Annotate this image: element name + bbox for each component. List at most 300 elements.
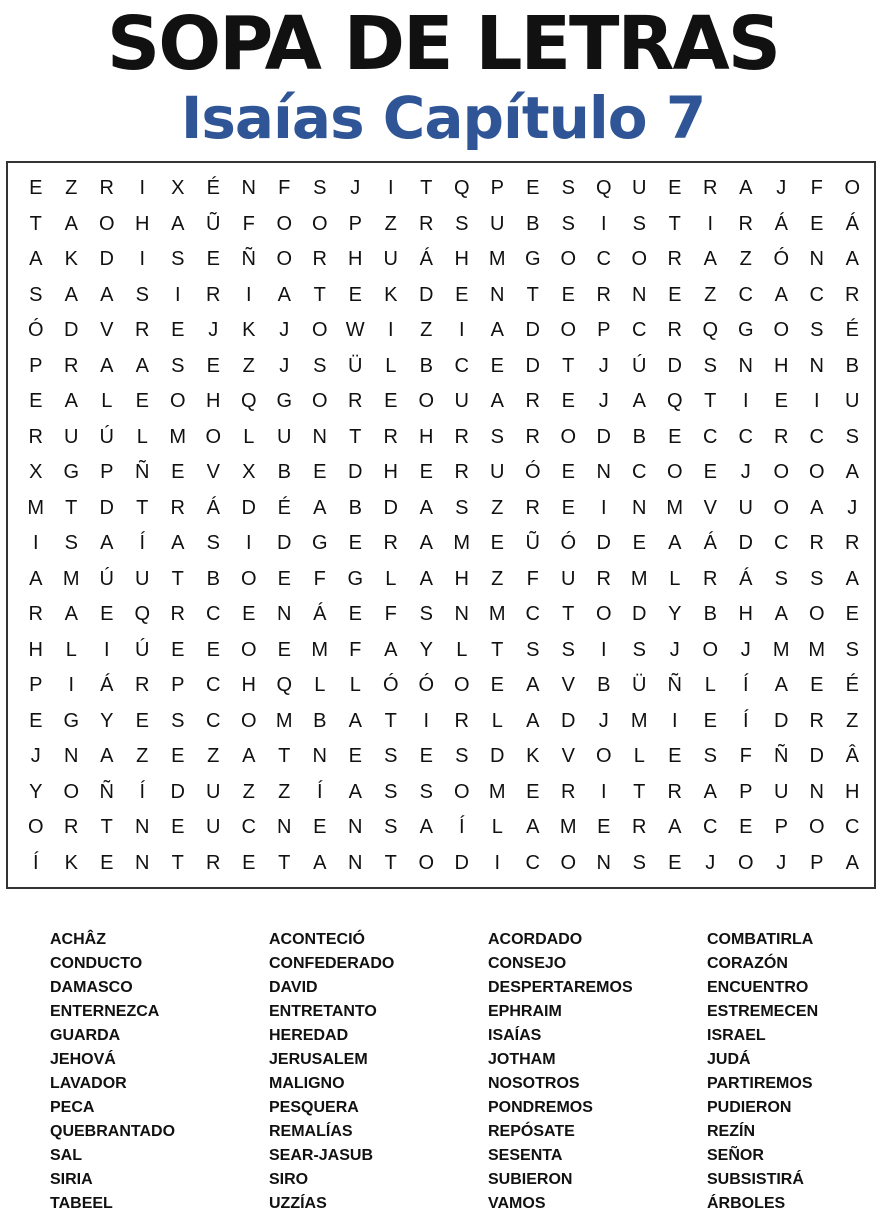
- grid-cell[interactable]: C: [738, 425, 753, 448]
- grid-cell[interactable]: E: [242, 851, 256, 874]
- grid-cell[interactable]: Ó: [773, 248, 790, 271]
- grid-cell[interactable]: B: [526, 212, 540, 235]
- grid-cell[interactable]: Z: [846, 709, 859, 732]
- grid-cell[interactable]: D: [454, 851, 469, 874]
- grid-cell[interactable]: J: [598, 354, 609, 377]
- grid-cell[interactable]: Q: [666, 390, 683, 413]
- grid-cell[interactable]: D: [738, 532, 753, 555]
- grid-cell[interactable]: A: [845, 851, 859, 874]
- grid-cell[interactable]: R: [348, 390, 363, 413]
- grid-cell[interactable]: H: [135, 212, 150, 235]
- grid-cell[interactable]: T: [562, 354, 575, 377]
- grid-cell[interactable]: R: [596, 567, 611, 590]
- grid-cell[interactable]: R: [135, 319, 150, 342]
- grid-cell[interactable]: D: [99, 496, 114, 519]
- grid-cell[interactable]: H: [845, 780, 860, 803]
- grid-cell[interactable]: K: [64, 248, 78, 271]
- grid-cell[interactable]: M: [27, 496, 45, 519]
- grid-cell[interactable]: O: [808, 816, 825, 839]
- grid-cell[interactable]: Ó: [560, 532, 577, 555]
- grid-cell[interactable]: Z: [491, 567, 504, 590]
- grid-cell[interactable]: A: [774, 603, 788, 626]
- grid-cell[interactable]: U: [774, 780, 789, 803]
- grid-cell[interactable]: E: [810, 674, 824, 697]
- grid-cell[interactable]: X: [171, 177, 185, 200]
- grid-cell[interactable]: A: [29, 567, 43, 590]
- grid-cell[interactable]: R: [809, 532, 824, 555]
- grid-cell[interactable]: E: [171, 319, 185, 342]
- grid-cell[interactable]: I: [68, 674, 75, 697]
- grid-cell[interactable]: E: [845, 603, 859, 626]
- grid-cell[interactable]: P: [348, 212, 362, 235]
- grid-cell[interactable]: R: [774, 425, 789, 448]
- grid-cell[interactable]: D: [596, 425, 611, 448]
- grid-cell[interactable]: L: [314, 674, 326, 697]
- grid-cell[interactable]: H: [454, 567, 469, 590]
- grid-cell[interactable]: D: [774, 709, 789, 732]
- grid-cell[interactable]: O: [844, 177, 861, 200]
- grid-cell[interactable]: N: [809, 354, 824, 377]
- grid-cell[interactable]: O: [773, 461, 790, 484]
- grid-cell[interactable]: Í: [742, 674, 749, 697]
- grid-cell[interactable]: O: [205, 425, 222, 448]
- grid-cell[interactable]: E: [348, 532, 362, 555]
- grid-cell[interactable]: B: [845, 354, 859, 377]
- grid-cell[interactable]: O: [276, 248, 293, 271]
- grid-cell[interactable]: E: [668, 177, 682, 200]
- grid-cell[interactable]: P: [171, 674, 185, 697]
- grid-cell[interactable]: S: [561, 212, 575, 235]
- grid-cell[interactable]: A: [739, 177, 753, 200]
- grid-cell[interactable]: O: [773, 319, 790, 342]
- grid-cell[interactable]: L: [243, 425, 255, 448]
- grid-cell[interactable]: D: [490, 745, 505, 768]
- grid-cell[interactable]: R: [738, 212, 753, 235]
- grid-cell[interactable]: L: [385, 354, 397, 377]
- grid-cell[interactable]: I: [458, 319, 465, 342]
- grid-cell[interactable]: S: [419, 603, 433, 626]
- grid-cell[interactable]: B: [348, 496, 362, 519]
- grid-cell[interactable]: E: [632, 532, 646, 555]
- grid-cell[interactable]: Ũ: [525, 532, 540, 555]
- grid-cell[interactable]: E: [100, 851, 114, 874]
- grid-cell[interactable]: M: [772, 638, 790, 661]
- grid-cell[interactable]: Z: [704, 283, 717, 306]
- grid-cell[interactable]: N: [632, 496, 647, 519]
- grid-cell[interactable]: S: [384, 745, 398, 768]
- grid-cell[interactable]: O: [702, 638, 719, 661]
- grid-cell[interactable]: H: [454, 248, 469, 271]
- grid-cell[interactable]: P: [739, 780, 753, 803]
- grid-cell[interactable]: A: [419, 532, 433, 555]
- grid-cell[interactable]: C: [632, 461, 647, 484]
- grid-cell[interactable]: N: [277, 816, 292, 839]
- grid-cell[interactable]: N: [809, 248, 824, 271]
- grid-cell[interactable]: Í: [316, 780, 323, 803]
- grid-cell[interactable]: U: [490, 461, 505, 484]
- grid-cell[interactable]: V: [561, 745, 575, 768]
- grid-cell[interactable]: F: [349, 638, 362, 661]
- grid-cell[interactable]: B: [313, 709, 327, 732]
- grid-cell[interactable]: O: [311, 212, 328, 235]
- grid-cell[interactable]: Y: [29, 780, 43, 803]
- grid-cell[interactable]: H: [419, 425, 434, 448]
- grid-cell[interactable]: Z: [278, 780, 291, 803]
- grid-cell[interactable]: S: [774, 567, 788, 590]
- grid-cell[interactable]: D: [170, 780, 185, 803]
- grid-cell[interactable]: E: [171, 816, 185, 839]
- grid-cell[interactable]: E: [348, 283, 362, 306]
- grid-cell[interactable]: C: [632, 319, 647, 342]
- grid-cell[interactable]: A: [419, 496, 433, 519]
- grid-cell[interactable]: I: [671, 709, 678, 732]
- grid-cell[interactable]: C: [703, 425, 718, 448]
- grid-cell[interactable]: M: [169, 425, 187, 448]
- grid-cell[interactable]: Í: [139, 532, 146, 555]
- grid-cell[interactable]: E: [313, 816, 327, 839]
- grid-cell[interactable]: V: [703, 496, 717, 519]
- grid-cell[interactable]: T: [562, 603, 575, 626]
- grid-cell[interactable]: S: [455, 212, 469, 235]
- grid-cell[interactable]: F: [810, 177, 823, 200]
- grid-cell[interactable]: R: [667, 319, 682, 342]
- grid-cell[interactable]: D: [632, 603, 647, 626]
- grid-cell[interactable]: A: [845, 248, 859, 271]
- grid-cell[interactable]: Ó: [27, 319, 44, 342]
- grid-cell[interactable]: T: [278, 851, 291, 874]
- grid-cell[interactable]: Ó: [524, 461, 541, 484]
- grid-cell[interactable]: R: [454, 425, 469, 448]
- grid-cell[interactable]: J: [847, 496, 858, 519]
- grid-cell[interactable]: Ü: [632, 674, 647, 697]
- grid-cell[interactable]: O: [595, 603, 612, 626]
- grid-cell[interactable]: R: [596, 283, 611, 306]
- grid-cell[interactable]: T: [420, 177, 433, 200]
- grid-cell[interactable]: Á: [845, 212, 859, 235]
- grid-cell[interactable]: U: [490, 212, 505, 235]
- grid-cell[interactable]: R: [525, 390, 540, 413]
- grid-cell[interactable]: A: [703, 780, 717, 803]
- grid-cell[interactable]: H: [738, 603, 753, 626]
- grid-cell[interactable]: O: [595, 745, 612, 768]
- grid-cell[interactable]: L: [349, 674, 361, 697]
- grid-cell[interactable]: I: [742, 390, 749, 413]
- grid-cell[interactable]: C: [596, 248, 611, 271]
- grid-cell[interactable]: I: [423, 709, 430, 732]
- grid-cell[interactable]: O: [773, 496, 790, 519]
- grid-cell[interactable]: I: [387, 319, 394, 342]
- grid-cell[interactable]: D: [525, 354, 540, 377]
- grid-cell[interactable]: A: [774, 674, 788, 697]
- grid-cell[interactable]: L: [704, 674, 716, 697]
- grid-cell[interactable]: R: [28, 425, 43, 448]
- grid-cell[interactable]: S: [64, 532, 78, 555]
- grid-cell[interactable]: S: [561, 177, 575, 200]
- grid-cell[interactable]: R: [809, 709, 824, 732]
- grid-cell[interactable]: E: [135, 709, 149, 732]
- grid-cell[interactable]: A: [348, 709, 362, 732]
- grid-cell[interactable]: E: [171, 638, 185, 661]
- grid-cell[interactable]: C: [241, 816, 256, 839]
- grid-cell[interactable]: Ú: [632, 354, 647, 377]
- grid-cell[interactable]: R: [703, 177, 718, 200]
- grid-cell[interactable]: A: [490, 390, 504, 413]
- grid-cell[interactable]: P: [29, 674, 43, 697]
- grid-cell[interactable]: N: [738, 354, 753, 377]
- grid-cell[interactable]: U: [738, 496, 753, 519]
- grid-cell[interactable]: Z: [420, 319, 433, 342]
- grid-cell[interactable]: É: [845, 319, 859, 342]
- grid-cell[interactable]: I: [32, 532, 39, 555]
- grid-cell[interactable]: T: [526, 283, 539, 306]
- grid-cell[interactable]: O: [240, 709, 257, 732]
- grid-cell[interactable]: S: [490, 425, 504, 448]
- grid-cell[interactable]: A: [313, 496, 327, 519]
- grid-cell[interactable]: S: [384, 780, 398, 803]
- grid-cell[interactable]: A: [242, 745, 256, 768]
- grid-cell[interactable]: S: [810, 319, 824, 342]
- grid-cell[interactable]: T: [384, 709, 397, 732]
- grid-cell[interactable]: T: [65, 496, 78, 519]
- grid-cell[interactable]: Y: [419, 638, 433, 661]
- grid-cell[interactable]: Ú: [99, 567, 114, 590]
- grid-cell[interactable]: U: [206, 780, 221, 803]
- grid-cell[interactable]: G: [737, 319, 754, 342]
- grid-cell[interactable]: I: [600, 780, 607, 803]
- grid-cell[interactable]: D: [64, 319, 79, 342]
- grid-cell[interactable]: O: [560, 425, 577, 448]
- grid-cell[interactable]: A: [64, 212, 78, 235]
- grid-cell[interactable]: R: [170, 496, 185, 519]
- grid-cell[interactable]: Ü: [348, 354, 363, 377]
- grid-cell[interactable]: C: [845, 816, 860, 839]
- grid-cell[interactable]: E: [419, 461, 433, 484]
- grid-cell[interactable]: Y: [100, 709, 114, 732]
- grid-cell[interactable]: E: [668, 851, 682, 874]
- grid-cell[interactable]: R: [845, 532, 860, 555]
- grid-cell[interactable]: O: [311, 390, 328, 413]
- grid-cell[interactable]: E: [668, 745, 682, 768]
- grid-cell[interactable]: A: [171, 532, 185, 555]
- grid-cell[interactable]: S: [455, 745, 469, 768]
- grid-cell[interactable]: E: [171, 745, 185, 768]
- grid-cell[interactable]: C: [525, 851, 540, 874]
- grid-cell[interactable]: Z: [207, 745, 220, 768]
- grid-cell[interactable]: D: [667, 354, 682, 377]
- grid-cell[interactable]: E: [774, 390, 788, 413]
- grid-cell[interactable]: Á: [703, 532, 717, 555]
- grid-cell[interactable]: G: [63, 461, 80, 484]
- grid-cell[interactable]: E: [277, 638, 291, 661]
- grid-cell[interactable]: R: [99, 177, 114, 200]
- grid-cell[interactable]: R: [28, 603, 43, 626]
- grid-cell[interactable]: Q: [134, 603, 151, 626]
- grid-cell[interactable]: S: [845, 425, 859, 448]
- grid-cell[interactable]: S: [171, 248, 185, 271]
- grid-cell[interactable]: E: [703, 709, 717, 732]
- grid-cell[interactable]: S: [703, 354, 717, 377]
- grid-cell[interactable]: K: [242, 319, 256, 342]
- grid-cell[interactable]: J: [669, 638, 680, 661]
- grid-cell[interactable]: T: [100, 816, 113, 839]
- letter-grid[interactable]: [18, 171, 870, 881]
- grid-cell[interactable]: G: [311, 532, 328, 555]
- grid-cell[interactable]: O: [631, 248, 648, 271]
- grid-cell[interactable]: D: [277, 532, 292, 555]
- grid-cell[interactable]: I: [139, 248, 146, 271]
- grid-cell[interactable]: J: [30, 745, 41, 768]
- grid-cell[interactable]: R: [703, 567, 718, 590]
- grid-cell[interactable]: E: [526, 780, 540, 803]
- grid-cell[interactable]: E: [526, 177, 540, 200]
- grid-cell[interactable]: L: [136, 425, 148, 448]
- grid-cell[interactable]: A: [668, 532, 682, 555]
- grid-cell[interactable]: A: [419, 567, 433, 590]
- grid-cell[interactable]: C: [206, 674, 221, 697]
- grid-cell[interactable]: E: [668, 283, 682, 306]
- grid-cell[interactable]: H: [241, 674, 256, 697]
- grid-cell[interactable]: U: [206, 816, 221, 839]
- grid-cell[interactable]: Z: [242, 354, 255, 377]
- grid-cell[interactable]: M: [630, 709, 648, 732]
- grid-cell[interactable]: A: [845, 567, 859, 590]
- grid-cell[interactable]: F: [384, 603, 397, 626]
- grid-cell[interactable]: L: [491, 709, 503, 732]
- grid-cell[interactable]: Z: [242, 780, 255, 803]
- grid-cell[interactable]: T: [313, 283, 326, 306]
- grid-cell[interactable]: R: [454, 461, 469, 484]
- grid-cell[interactable]: P: [810, 851, 824, 874]
- grid-cell[interactable]: Ñ: [667, 674, 682, 697]
- grid-cell[interactable]: Ú: [135, 638, 150, 661]
- grid-cell[interactable]: A: [100, 532, 114, 555]
- grid-cell[interactable]: I: [707, 212, 714, 235]
- grid-cell[interactable]: Í: [139, 780, 146, 803]
- grid-cell[interactable]: E: [242, 603, 256, 626]
- grid-cell[interactable]: C: [206, 603, 221, 626]
- grid-cell[interactable]: O: [276, 212, 293, 235]
- grid-cell[interactable]: S: [419, 780, 433, 803]
- grid-cell[interactable]: T: [668, 212, 681, 235]
- grid-cell[interactable]: T: [349, 425, 362, 448]
- grid-cell[interactable]: N: [277, 603, 292, 626]
- grid-cell[interactable]: Â: [845, 745, 859, 768]
- grid-cell[interactable]: V: [100, 319, 114, 342]
- grid-cell[interactable]: R: [632, 816, 647, 839]
- grid-cell[interactable]: C: [738, 283, 753, 306]
- grid-cell[interactable]: E: [810, 212, 824, 235]
- grid-cell[interactable]: T: [384, 851, 397, 874]
- grid-cell[interactable]: E: [348, 745, 362, 768]
- grid-cell[interactable]: A: [774, 283, 788, 306]
- grid-cell[interactable]: A: [313, 851, 327, 874]
- grid-cell[interactable]: P: [29, 354, 43, 377]
- grid-cell[interactable]: N: [348, 851, 363, 874]
- grid-cell[interactable]: J: [740, 461, 751, 484]
- grid-cell[interactable]: A: [29, 248, 43, 271]
- grid-cell[interactable]: Ó: [382, 674, 399, 697]
- grid-cell[interactable]: O: [560, 319, 577, 342]
- grid-cell[interactable]: Q: [702, 319, 719, 342]
- grid-cell[interactable]: S: [171, 354, 185, 377]
- grid-cell[interactable]: M: [62, 567, 80, 590]
- grid-cell[interactable]: E: [561, 390, 575, 413]
- grid-cell[interactable]: M: [275, 709, 293, 732]
- grid-cell[interactable]: A: [348, 780, 362, 803]
- grid-cell[interactable]: I: [600, 496, 607, 519]
- grid-cell[interactable]: A: [632, 390, 646, 413]
- grid-cell[interactable]: Q: [595, 177, 612, 200]
- grid-cell[interactable]: E: [348, 603, 362, 626]
- grid-cell[interactable]: R: [845, 283, 860, 306]
- grid-cell[interactable]: É: [277, 496, 291, 519]
- grid-cell[interactable]: G: [276, 390, 293, 413]
- grid-cell[interactable]: Z: [65, 177, 78, 200]
- grid-cell[interactable]: C: [809, 425, 824, 448]
- grid-cell[interactable]: D: [809, 745, 824, 768]
- grid-cell[interactable]: Í: [742, 709, 749, 732]
- grid-cell[interactable]: E: [206, 248, 220, 271]
- grid-cell[interactable]: E: [171, 461, 185, 484]
- grid-cell[interactable]: F: [313, 567, 326, 590]
- grid-cell[interactable]: A: [100, 283, 114, 306]
- grid-cell[interactable]: S: [455, 496, 469, 519]
- grid-cell[interactable]: H: [383, 461, 398, 484]
- grid-cell[interactable]: A: [100, 745, 114, 768]
- grid-cell[interactable]: E: [206, 354, 220, 377]
- grid-cell[interactable]: D: [525, 319, 540, 342]
- grid-cell[interactable]: Ú: [99, 425, 114, 448]
- grid-cell[interactable]: B: [419, 354, 433, 377]
- grid-cell[interactable]: M: [666, 496, 684, 519]
- grid-cell[interactable]: É: [845, 674, 859, 697]
- grid-cell[interactable]: J: [776, 851, 787, 874]
- grid-cell[interactable]: N: [632, 283, 647, 306]
- grid-cell[interactable]: E: [597, 816, 611, 839]
- grid-cell[interactable]: Á: [313, 603, 327, 626]
- grid-cell[interactable]: E: [206, 638, 220, 661]
- grid-cell[interactable]: S: [313, 354, 327, 377]
- grid-cell[interactable]: V: [206, 461, 220, 484]
- grid-cell[interactable]: O: [240, 567, 257, 590]
- grid-cell[interactable]: G: [524, 248, 541, 271]
- grid-cell[interactable]: O: [808, 461, 825, 484]
- grid-cell[interactable]: L: [633, 745, 645, 768]
- grid-cell[interactable]: Ó: [418, 674, 435, 697]
- grid-cell[interactable]: N: [312, 425, 327, 448]
- grid-cell[interactable]: N: [241, 177, 256, 200]
- grid-cell[interactable]: O: [98, 212, 115, 235]
- grid-cell[interactable]: B: [277, 461, 291, 484]
- grid-cell[interactable]: U: [561, 567, 576, 590]
- grid-cell[interactable]: L: [65, 638, 77, 661]
- grid-cell[interactable]: D: [99, 248, 114, 271]
- grid-cell[interactable]: E: [29, 390, 43, 413]
- grid-cell[interactable]: G: [347, 567, 364, 590]
- grid-cell[interactable]: T: [29, 212, 42, 235]
- grid-cell[interactable]: P: [490, 177, 504, 200]
- grid-cell[interactable]: R: [170, 603, 185, 626]
- grid-cell[interactable]: E: [100, 603, 114, 626]
- grid-cell[interactable]: I: [245, 283, 252, 306]
- grid-cell[interactable]: B: [597, 674, 611, 697]
- grid-cell[interactable]: E: [490, 354, 504, 377]
- grid-cell[interactable]: L: [385, 567, 397, 590]
- grid-cell[interactable]: N: [596, 461, 611, 484]
- grid-cell[interactable]: A: [703, 248, 717, 271]
- grid-cell[interactable]: O: [453, 780, 470, 803]
- grid-cell[interactable]: E: [668, 425, 682, 448]
